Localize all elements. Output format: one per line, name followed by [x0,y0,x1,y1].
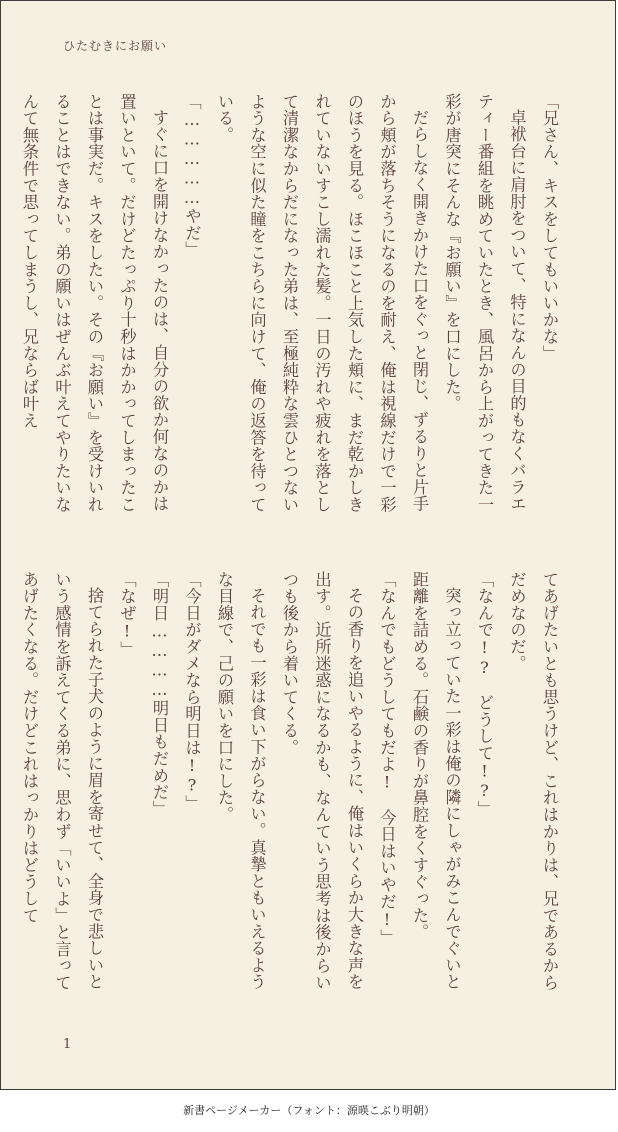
paragraph: 「なんで!? どうして!?」 [475,571,494,818]
book-title: ひたむきにお願い [63,39,168,53]
paragraph: すぐに口を開けなかったのは、自分の欲か何なのかは置いといて。だけどたっぷり十秒はかかってしまったことは事実だ。キスをしたい。その『お願い』を受けいれることはできない。弟の願いはぜんぶ叶えてやりたいなんて無条件で思ってしまうし、兄ならば叶え [20,93,169,513]
paragraph: それでも一彩は食い下がらない。真摯ともいえるような目線で、己の願いを口にした。 [215,571,267,991]
lower-text-block [20,571,565,1003]
paragraph: 「明日…………明日もだめだ」 [150,571,169,818]
paragraph: だらしなく開きかけた口をぐっと閉じ、ずるりと片手から頬が落ちそうになるのを耐え、俺は視線だけで一彩のほうを見る。ほこほこと上気した頬に、まだ乾かしきれていないすこし濡れた髪。一日の汚れや疲れを落として清潔なからだになった弟は、至極純粋な雲ひとつないような空に似た瞳をこちらに向けて、俺の返答を待っている。 [215,93,429,513]
paragraph: 「なんでもどうしてもだよ! 今日はいやだ!」 [377,571,397,947]
paragraph: 卓袱台に肩肘をついて、特になんの目的もなくバラエティー番組を眺めていたとき、風呂から上がってきた一彩が唐突にそんな『お願い』を口にした。 [442,93,527,513]
paragraph: てあげたいとも思うけど、これはかりは、兄であるからだめなのだ。 [507,571,559,991]
paragraph: 「なぜ!」 [117,571,137,658]
page-number: 1 [63,1037,72,1052]
footer-credit: 新書ページメーカー（フォント：源暎こぶり明朝） [183,1104,435,1117]
paragraph: 「……………やだ」 [182,93,202,259]
paragraph: 「今日がダメなら明日は!?」 [182,571,202,812]
upper-text-block [20,93,565,525]
paragraph: 捨てられた子犬のように眉を寄せて、全身で悲しいという感情を訴えてくる弟に、思わず「いいよ」と言ってあげたくなる。だけどこれはっかりはどうして [20,571,104,991]
paragraph: 「兄さん、キスをしてもいいかな」 [540,93,559,362]
paragraph: 突っ立っていた一彩は俺の隣にしゃがみこんでぐいと距離を詰める。石鹸の香りが鼻腔をくすぐった。 [410,571,462,991]
paragraph: その香りを追いやるように、俺はいくらか大きな声を出す。近所迷惑になるかも、なんていう思考は後からいつも後から着いてくる。 [280,571,364,991]
